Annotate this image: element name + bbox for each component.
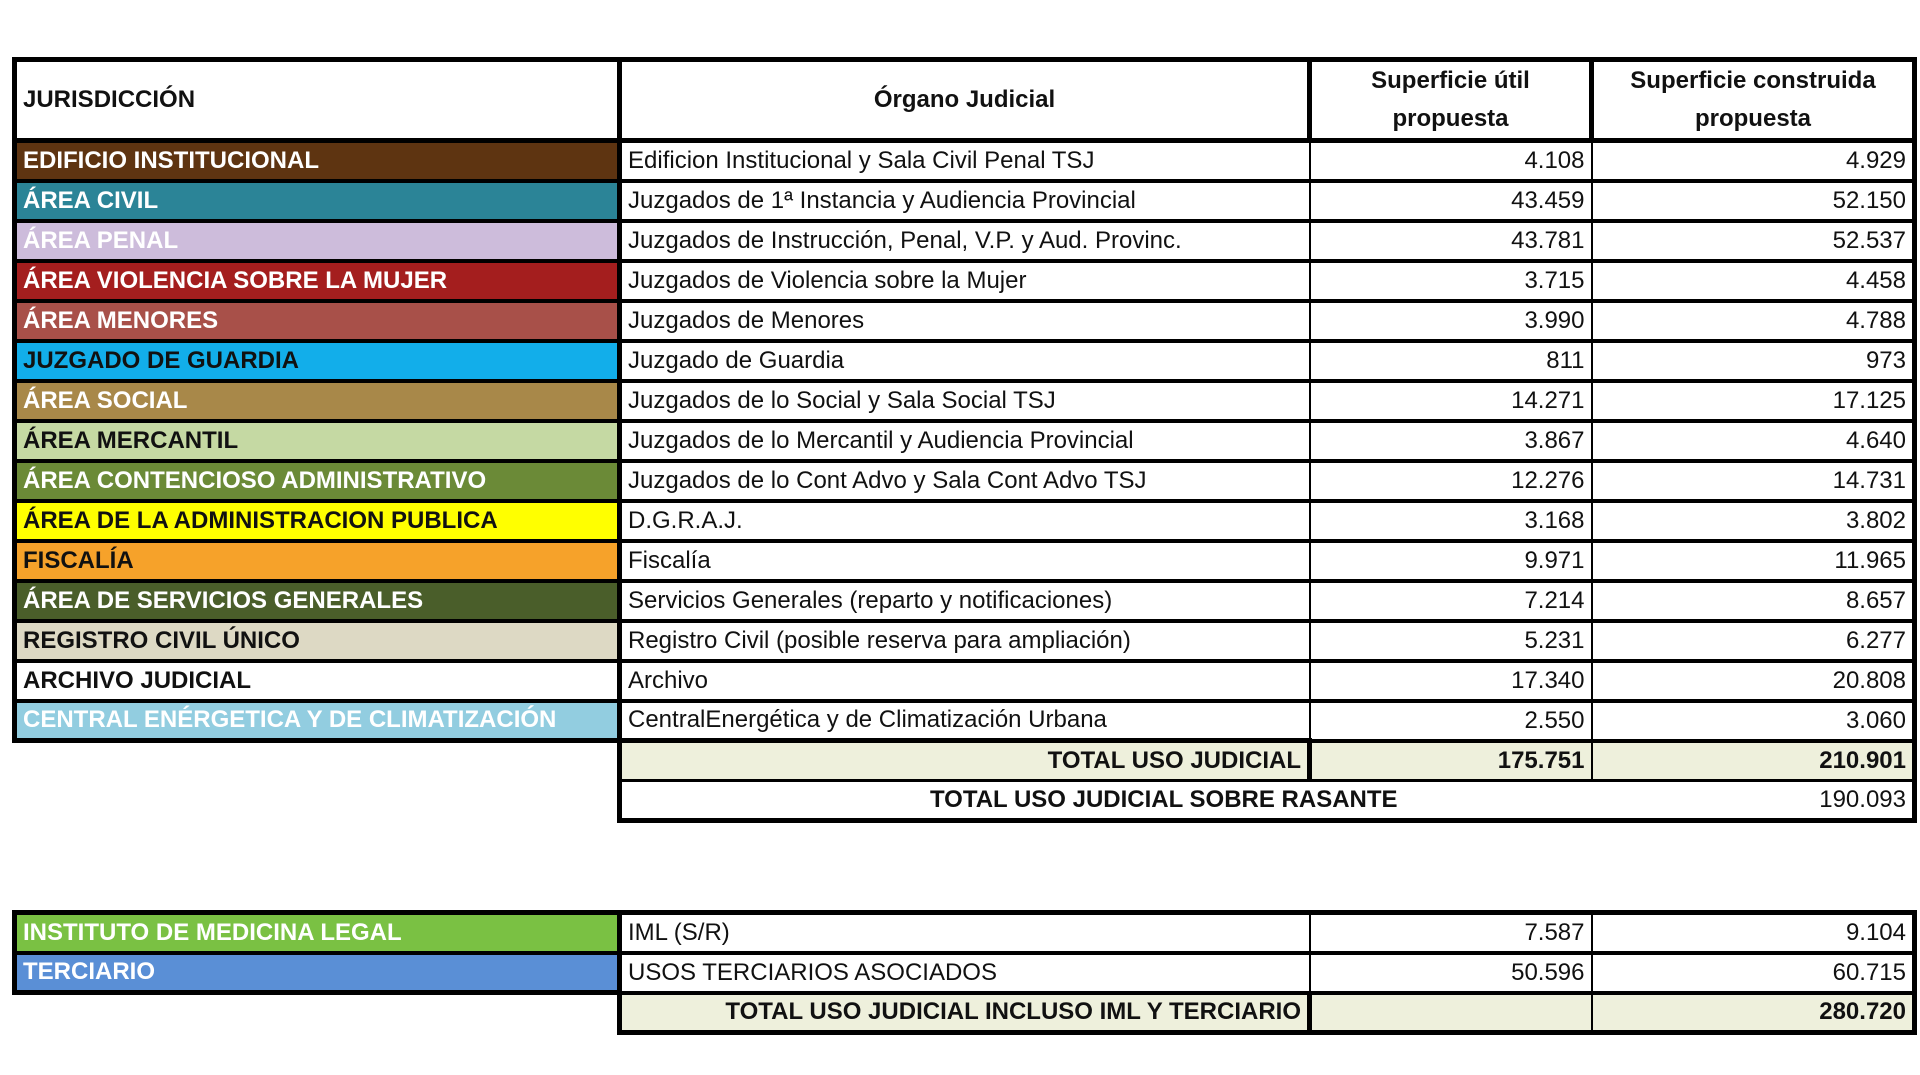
superficie-construida-cell: 14.731 (1592, 461, 1915, 501)
header-row (15, 60, 1915, 141)
table-row (15, 341, 1915, 381)
organo-cell: Juzgados de Violencia sobre la Mujer (620, 261, 1310, 301)
header-superficie-construida: Superficie construida propuesta (1592, 60, 1915, 141)
header-organo: Órgano Judicial (620, 60, 1310, 141)
jurisdiccion-cell: ARCHIVO JUDICIAL (15, 661, 620, 701)
table-row (15, 661, 1915, 701)
jurisdiccion-cell: JUZGADO DE GUARDIA (15, 341, 620, 381)
total-sobre-rasante-value: 190.093 (1592, 781, 1915, 821)
table-row (15, 953, 1915, 993)
organo-cell: CentralEnergética y de Climatización Urbana (620, 701, 1310, 741)
superficie-util-cell: 4.108 (1310, 141, 1592, 181)
jurisdiccion-cell: ÁREA MENORES (15, 301, 620, 341)
header-superficie-util: Superficie útil propuesta (1310, 60, 1592, 141)
superficie-util-cell: 50.596 (1310, 953, 1592, 993)
superficie-util-cell: 17.340 (1310, 661, 1592, 701)
superficie-util-cell: 12.276 (1310, 461, 1592, 501)
organo-cell: Juzgados de lo Social y Sala Social TSJ (620, 381, 1310, 421)
superficie-construida-cell: 52.537 (1592, 221, 1915, 261)
superficie-construida-cell: 11.965 (1592, 541, 1915, 581)
organo-cell: D.G.R.A.J. (620, 501, 1310, 541)
total-incluso-util-empty (1310, 993, 1592, 1033)
jurisdiccion-cell: EDIFICIO INSTITUCIONAL (15, 141, 620, 181)
table-row (15, 581, 1915, 621)
table-row (15, 461, 1915, 501)
superficies-table (12, 57, 1917, 823)
superficie-util-cell: 3.990 (1310, 301, 1592, 341)
superficie-util-cell: 2.550 (1310, 701, 1592, 741)
organo-cell: Juzgados de Instrucción, Penal, V.P. y Aud. Provinc. (620, 221, 1310, 261)
jurisdiccion-cell: TERCIARIO (15, 953, 620, 993)
rows2-body (15, 913, 1915, 993)
organo-cell: Archivo (620, 661, 1310, 701)
jurisdiccion-cell: ÁREA SOCIAL (15, 381, 620, 421)
jurisdiccion-cell: INSTITUTO DE MEDICINA LEGAL (15, 913, 620, 953)
organo-cell: USOS TERCIARIOS ASOCIADOS (620, 953, 1310, 993)
superficie-construida-cell: 4.788 (1592, 301, 1915, 341)
superficie-util-cell: 811 (1310, 341, 1592, 381)
total-incluso-label: TOTAL USO JUDICIAL INCLUSO IML Y TERCIARIO (620, 993, 1310, 1033)
total-sobre-rasante-label: TOTAL USO JUDICIAL SOBRE RASANTE (620, 781, 1592, 821)
jurisdiccion-cell: CENTRAL ENÉRGETICA Y DE CLIMATIZACIÓN (15, 701, 620, 741)
table-row (15, 181, 1915, 221)
jurisdiccion-cell: FISCALÍA (15, 541, 620, 581)
jurisdiccion-cell: ÁREA DE LA ADMINISTRACION PUBLICA (15, 501, 620, 541)
organo-cell: Juzgados de lo Mercantil y Audiencia Provincial (620, 421, 1310, 461)
organo-cell: Edificion Institucional y Sala Civil Penal TSJ (620, 141, 1310, 181)
superficie-util-cell: 7.214 (1310, 581, 1592, 621)
superficie-construida-cell: 973 (1592, 341, 1915, 381)
superficie-construida-cell: 6.277 (1592, 621, 1915, 661)
jurisdiccion-cell: ÁREA VIOLENCIA SOBRE LA MUJER (15, 261, 620, 301)
superficie-util-cell: 7.587 (1310, 913, 1592, 953)
superficie-construida-cell: 3.060 (1592, 701, 1915, 741)
superficie-util-cell: 5.231 (1310, 621, 1592, 661)
total-incluso-row (15, 993, 1915, 1033)
jurisdiccion-cell: ÁREA CONTENCIOSO ADMINISTRATIVO (15, 461, 620, 501)
total-sobre-rasante-row (15, 781, 1915, 821)
superficie-util-cell: 43.781 (1310, 221, 1592, 261)
table-row (15, 261, 1915, 301)
table-row (15, 541, 1915, 581)
organo-cell: Juzgado de Guardia (620, 341, 1310, 381)
superficie-construida-cell: 4.929 (1592, 141, 1915, 181)
table-row (15, 701, 1915, 741)
organo-cell: Juzgados de lo Cont Advo y Sala Cont Advo TSJ (620, 461, 1310, 501)
superficie-util-cell: 14.271 (1310, 381, 1592, 421)
total-uso-judicial-label: TOTAL USO JUDICIAL (620, 741, 1310, 781)
iml-terciario-table (12, 910, 1917, 1035)
superficie-construida-cell: 60.715 (1592, 953, 1915, 993)
table-row (15, 381, 1915, 421)
superficie-construida-cell: 4.458 (1592, 261, 1915, 301)
table-row (15, 501, 1915, 541)
superficie-construida-cell: 3.802 (1592, 501, 1915, 541)
table-row (15, 301, 1915, 341)
organo-cell: Servicios Generales (reparto y notificaciones) (620, 581, 1310, 621)
superficie-util-cell: 9.971 (1310, 541, 1592, 581)
organo-cell: IML (S/R) (620, 913, 1310, 953)
rows-body (15, 141, 1915, 741)
superficie-construida-cell: 4.640 (1592, 421, 1915, 461)
jurisdiccion-cell: ÁREA DE SERVICIOS GENERALES (15, 581, 620, 621)
organo-cell: Fiscalía (620, 541, 1310, 581)
superficie-util-cell: 3.867 (1310, 421, 1592, 461)
jurisdiccion-cell: ÁREA MERCANTIL (15, 421, 620, 461)
table-row (15, 421, 1915, 461)
total-uso-judicial-construida: 210.901 (1592, 741, 1915, 781)
superficie-construida-cell: 8.657 (1592, 581, 1915, 621)
total-incluso-construida: 280.720 (1592, 993, 1915, 1033)
superficie-construida-cell: 17.125 (1592, 381, 1915, 421)
table-row (15, 621, 1915, 661)
jurisdiccion-cell: ÁREA CIVIL (15, 181, 620, 221)
superficie-util-cell: 43.459 (1310, 181, 1592, 221)
total-uso-judicial-util: 175.751 (1310, 741, 1592, 781)
table-row (15, 141, 1915, 181)
table-row (15, 913, 1915, 953)
superficie-construida-cell: 9.104 (1592, 913, 1915, 953)
jurisdiccion-cell: REGISTRO CIVIL ÚNICO (15, 621, 620, 661)
table-row (15, 221, 1915, 261)
jurisdiccion-cell: ÁREA PENAL (15, 221, 620, 261)
organo-cell: Registro Civil (posible reserva para ampliación) (620, 621, 1310, 661)
header-jurisdiccion: JURISDICCIÓN (15, 60, 620, 141)
superficie-util-cell: 3.168 (1310, 501, 1592, 541)
superficie-util-cell: 3.715 (1310, 261, 1592, 301)
organo-cell: Juzgados de 1ª Instancia y Audiencia Provincial (620, 181, 1310, 221)
superficie-construida-cell: 20.808 (1592, 661, 1915, 701)
total-uso-judicial-row (15, 741, 1915, 781)
superficie-construida-cell: 52.150 (1592, 181, 1915, 221)
organo-cell: Juzgados de Menores (620, 301, 1310, 341)
